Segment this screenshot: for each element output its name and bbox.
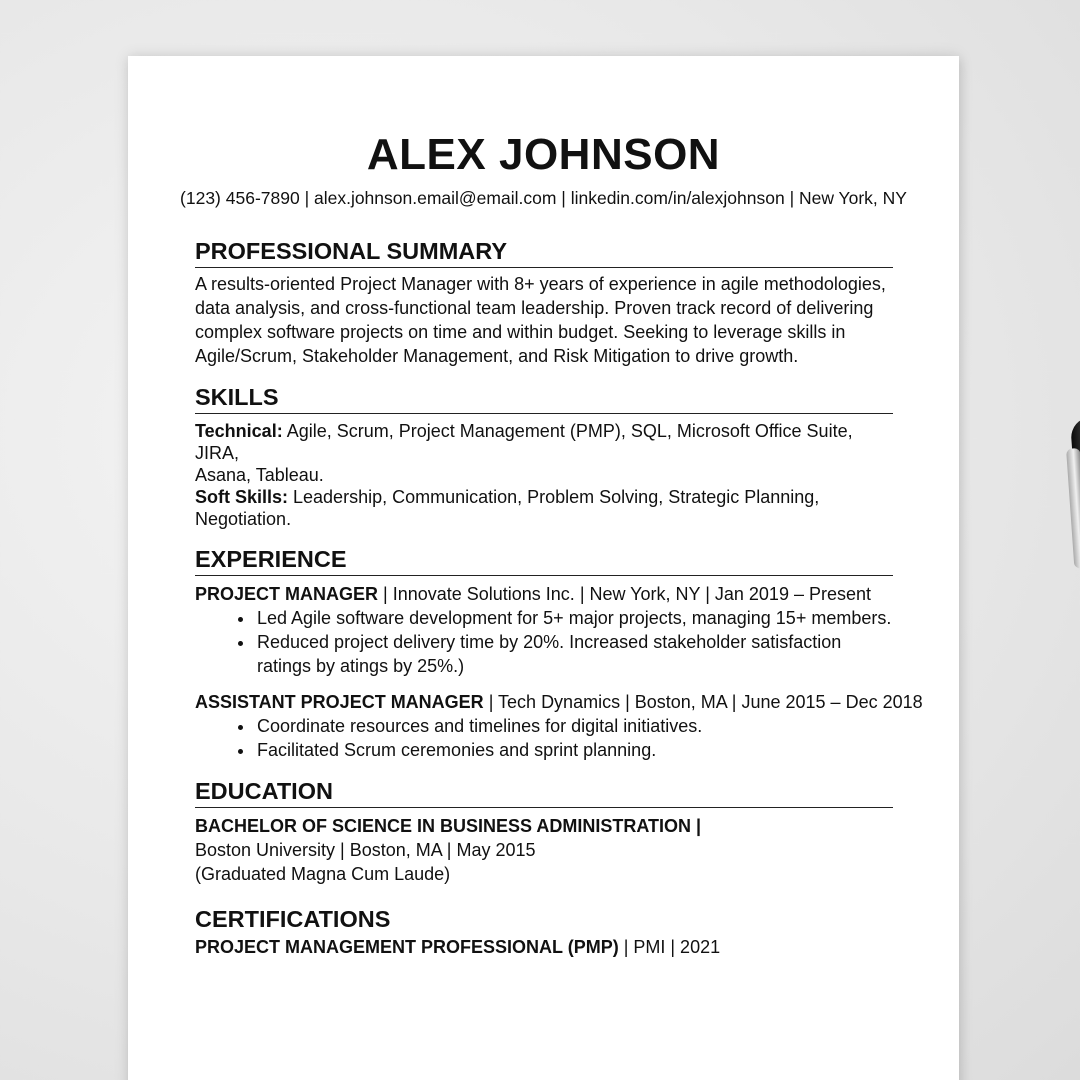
- resume-name: ALEX JOHNSON: [366, 130, 721, 179]
- job-heading: [195, 582, 893, 606]
- soft-skills: [195, 486, 893, 530]
- certification-entry: [195, 935, 893, 959]
- skills-title: SKILLS: [195, 382, 893, 414]
- summary-line: data analysis, and cross-functional team leadership. Proven track record of delivering: [195, 298, 874, 318]
- job-bullet: [255, 630, 893, 678]
- technical-skills: [195, 420, 893, 464]
- soft-value: Leadership, Communication, Problem Solving, Strategic Planning, Negotiation.: [195, 487, 820, 529]
- job-bullets: [195, 606, 893, 678]
- job-bullets: [195, 714, 893, 762]
- summary-section: [195, 236, 893, 368]
- soft-label: Soft Skills:: [195, 487, 289, 507]
- certification-name: PROJECT MANAGEMENT PROFESSIONAL (PMP): [195, 937, 619, 957]
- job-entry: [195, 690, 923, 762]
- contact-line: (123) 456-7890 | alex.johnson.email@email.com | linkedin.com/in/alexjohnson | New York, NY: [180, 188, 907, 208]
- resume-body: [195, 236, 923, 973]
- job-heading: [195, 690, 923, 714]
- summary-line: A results-oriented Project Manager with 8+ years of experience in agile methodologies,: [195, 274, 886, 294]
- school: Boston University | Boston, MA | May 2015: [195, 840, 536, 860]
- technical-value-1: Agile, Scrum, Project Management (PMP), SQL, Microsoft Office Suite, JIRA,: [195, 421, 853, 463]
- job-bullet-text: Reduced project delivery time by 20%. Increased stakeholder satisfaction: [257, 632, 842, 652]
- degree: BACHELOR OF SCIENCE IN BUSINESS ADMINISTRATION |: [195, 816, 702, 836]
- skills-list: [195, 420, 893, 530]
- education-title: EDUCATION: [195, 776, 893, 808]
- certification-details: | PMI | 2021: [618, 937, 721, 957]
- skills-section: [195, 382, 893, 530]
- job-role: PROJECT MANAGER: [195, 584, 379, 604]
- technical-label: Technical:: [195, 421, 283, 441]
- job-bullet: • Coordinate resources and timelines for digital initiatives.: [255, 714, 893, 738]
- pen-icon: [1050, 415, 1080, 1038]
- education-entry: [195, 814, 893, 886]
- experience-title: EXPERIENCE: [195, 544, 893, 576]
- education-section: [195, 776, 893, 886]
- experience-section: [195, 544, 923, 762]
- summary-line: Agile/Scrum, Stakeholder Management, and Risk Mitigation to drive growth.: [195, 346, 799, 366]
- job-bullet: • Facilitated Scrum ceremonies and sprint planning.: [255, 738, 893, 762]
- job-bullet: • Led Agile software development for 5+ major projects, managing 15+ members.: [255, 606, 893, 630]
- technical-value-2: Asana, Tableau.: [195, 465, 324, 485]
- certifications-section: [195, 904, 893, 959]
- job-role: ASSISTANT PROJECT MANAGER: [195, 692, 484, 712]
- certifications-title: CERTIFICATIONS: [195, 906, 391, 932]
- job-details: | Innovate Solutions Inc. | New York, NY | Jan 2019 – Present: [378, 584, 872, 604]
- job-bullet-text: ratings by atings by 25%.): [257, 656, 465, 676]
- job-details: | Tech Dynamics | Boston, MA | June 2015 – Dec 2018: [483, 692, 923, 712]
- resume-page: [128, 56, 959, 1080]
- summary-title: PROFESSIONAL SUMMARY: [195, 236, 893, 268]
- summary-line: complex software projects on time and within budget. Seeking to leverage skills in: [195, 322, 846, 342]
- job-entry: [195, 582, 893, 678]
- honors: (Graduated Magna Cum Laude): [195, 864, 451, 884]
- summary-text: [195, 272, 893, 368]
